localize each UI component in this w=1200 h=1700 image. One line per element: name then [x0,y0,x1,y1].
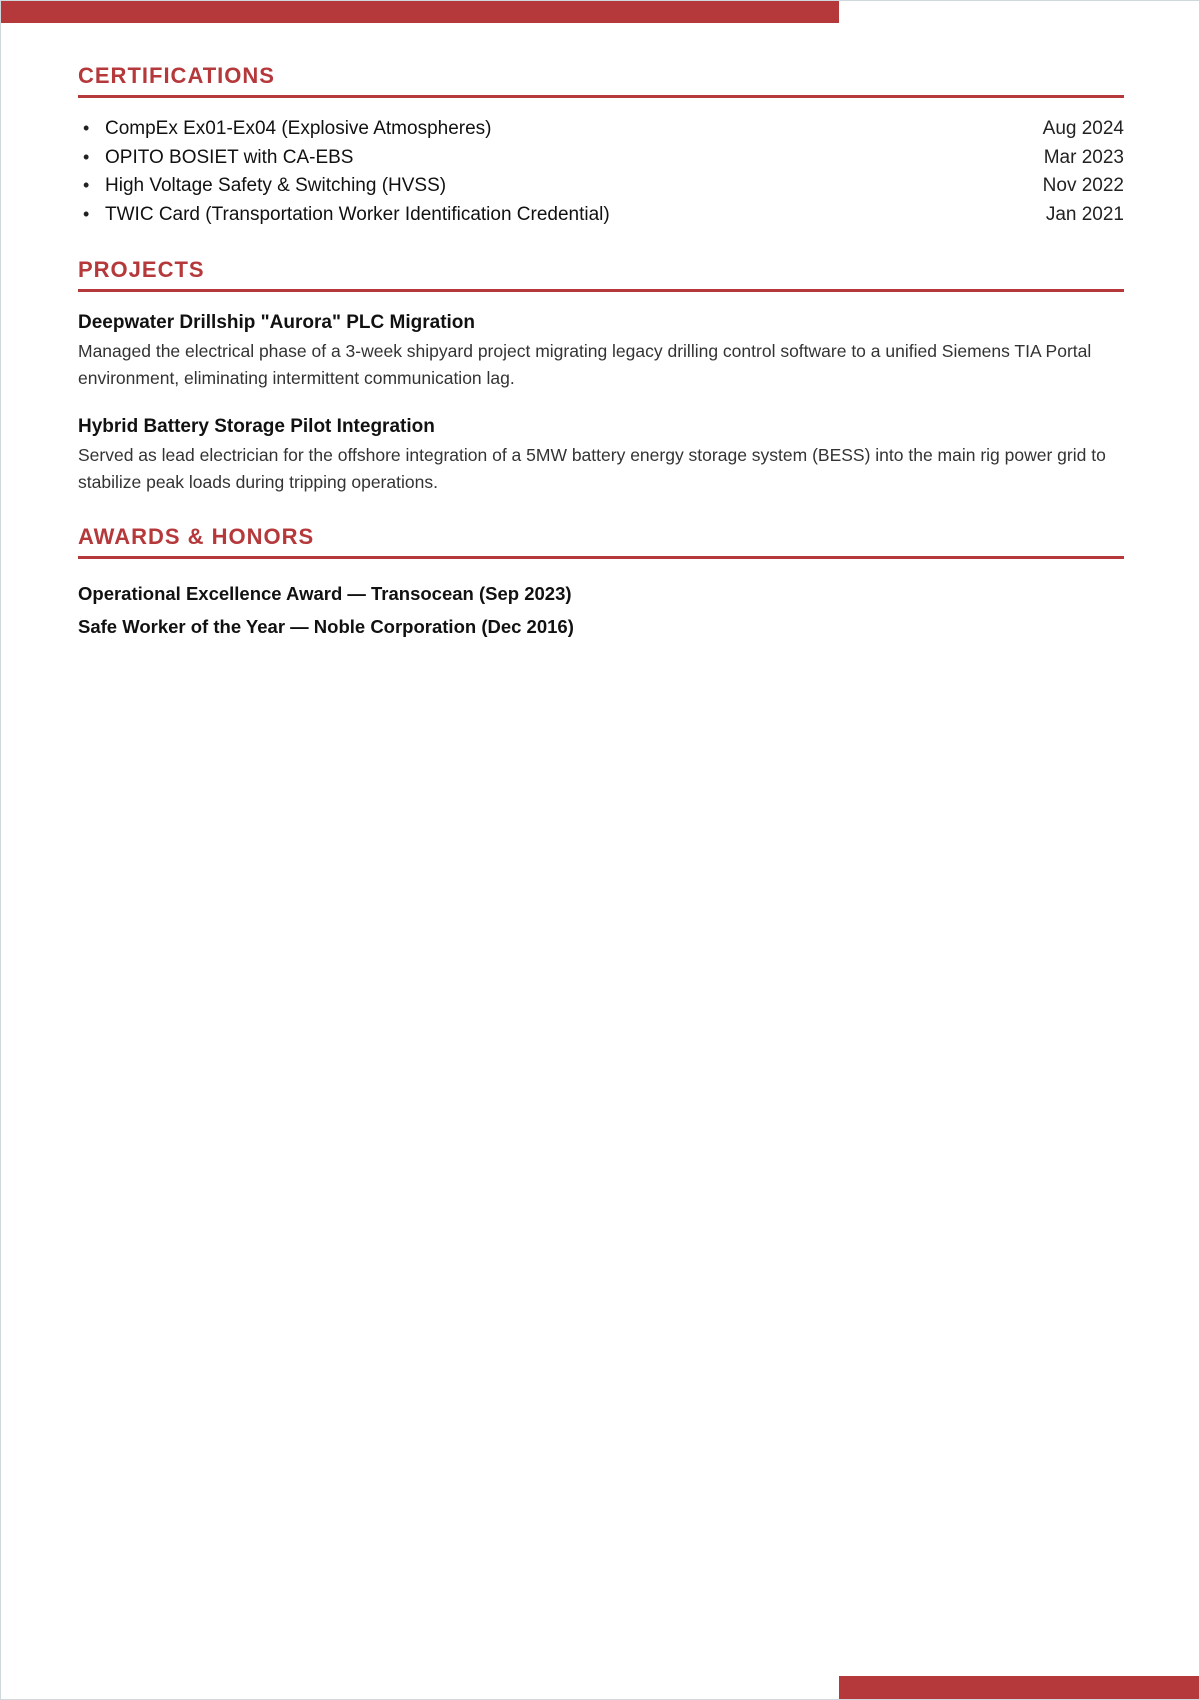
project-item [78,414,1124,496]
resume-content [78,61,1124,669]
certification-name: High Voltage Safety & Switching (HVSS) [105,175,447,197]
bottom-accent-bar [839,1676,1199,1699]
awards-section [78,522,1124,643]
certification-name: OPITO BOSIET with CA-EBS [105,146,354,168]
certification-main [78,171,446,200]
projects-heading: PROJECTS [78,255,1124,292]
awards-heading: AWARDS & HONORS [78,522,1124,559]
top-accent-bar [1,1,839,23]
award-item: Safe Worker of the Year — Noble Corporation (Dec 2016) [78,615,574,637]
project-title: Deepwater Drillship "Aurora" PLC Migration [78,311,476,333]
certification-main [78,200,610,229]
bullet-icon: • [83,118,90,138]
project-item [78,310,1124,392]
bullet-icon: • [83,175,90,196]
certification-date: Aug 2024 [1042,118,1124,139]
awards-list [78,577,1124,643]
certification-name: TWIC Card (Transportation Worker Identification Credential) [105,204,610,226]
project-title: Hybrid Battery Storage Pilot Integration [78,415,435,437]
certification-item [78,171,1124,200]
certification-name: CompEx Ex01-Ex04 (Explosive Atmospheres) [105,118,492,139]
certification-item [78,200,1124,229]
certifications-list [78,114,1124,229]
project-description: Managed the electrical phase of a 3-week shipyard project migrating legacy drilling control software to a unified Siemens TIA Portal environment, eliminating intermittent communication lag. [78,340,1092,388]
certification-date: Mar 2023 [1043,146,1124,168]
certification-item [78,143,1124,172]
certification-date: Jan 2021 [1045,204,1124,226]
bullet-icon: • [83,204,90,225]
certification-date: Nov 2022 [1042,175,1124,197]
award-item: Operational Excellence Award — Transocean (Sep 2023) [78,582,572,604]
bullet-icon: • [83,146,90,167]
certifications-section [78,61,1124,229]
project-description: Served as lead electrician for the offshore integration of a 5MW battery energy storage system (BESS) into the main rig power grid to stabilize peak loads during tripping operations. [78,444,1106,492]
certification-item [78,114,1124,143]
certification-main [78,143,353,172]
certification-main [78,114,492,143]
projects-section [78,255,1124,496]
certifications-heading: CERTIFICATIONS [78,61,1124,98]
